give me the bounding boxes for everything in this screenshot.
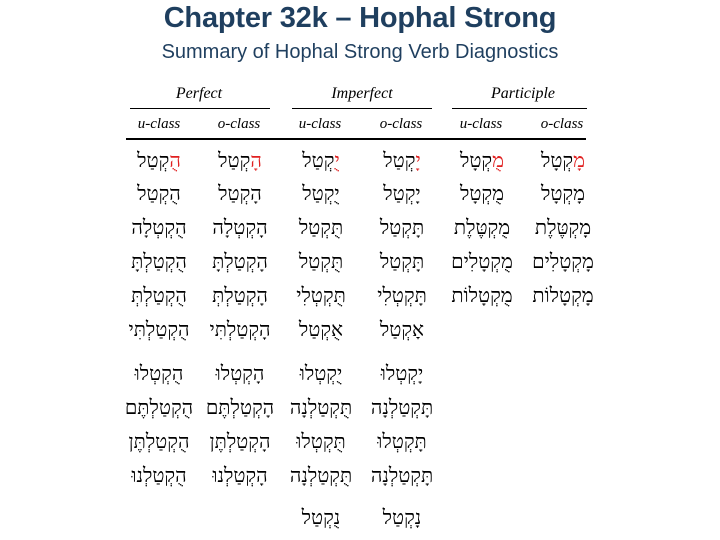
group-header-participle: Participle bbox=[491, 85, 555, 102]
form-perfect-u: הֻקְטַלְתֶּם bbox=[124, 395, 194, 419]
prefix: מֻ bbox=[492, 148, 504, 172]
form-imperfect-u: אֻקְטַל bbox=[298, 317, 344, 341]
class-header-imperfect-u: u-class bbox=[298, 116, 342, 132]
class-header-perfect-o: o-class bbox=[217, 116, 261, 132]
form-imperfect-u: תֻּקְטְלוּ bbox=[296, 429, 346, 453]
form-perfect-u: הֻקְטַלְתָּ bbox=[131, 249, 187, 273]
form-participle-o: מָקְטֶּלֶת bbox=[534, 215, 592, 239]
form-participle-o-1 bbox=[522, 146, 604, 174]
form-perfect-u: הֻקְטְלָה bbox=[131, 215, 187, 239]
prefix: יָ bbox=[415, 148, 421, 172]
group-underline-participle bbox=[452, 108, 587, 109]
form-participle-u: מֻקְטֶּלֶת bbox=[453, 215, 511, 239]
header-rule bbox=[126, 138, 586, 140]
class-header-perfect-u: u-class bbox=[137, 116, 181, 132]
stem: קְטָל bbox=[541, 148, 574, 172]
prefix: מָ bbox=[573, 148, 585, 172]
form-imperfect-u-1 bbox=[280, 146, 362, 174]
class-header-imperfect-o: o-class bbox=[379, 116, 423, 132]
form-participle-u: מֻקְטָלוֹת bbox=[451, 283, 513, 307]
form-participle-u-1 bbox=[441, 146, 523, 174]
form-imperfect-o: אָקְטַל bbox=[379, 317, 425, 341]
group-underline-perfect bbox=[130, 108, 270, 109]
form-perfect-o: הָקְטְלָה bbox=[212, 215, 268, 239]
form-imperfect-o: נָקְטַל bbox=[382, 505, 422, 529]
form-participle-u: מֻקְטָל bbox=[460, 181, 504, 205]
prefix: הֻ bbox=[169, 148, 181, 172]
form-perfect-o: הָקְטַלְתֶּן bbox=[209, 429, 271, 453]
form-perfect-o: הָקְטַלְתִּי bbox=[209, 317, 271, 341]
stem: קְטַל bbox=[302, 148, 335, 172]
group-underline-imperfect bbox=[292, 108, 432, 109]
group-header-perfect: Perfect bbox=[175, 85, 223, 102]
form-perfect-o: הָקְטַלְנוּ bbox=[212, 463, 268, 487]
form-imperfect-o: יָקְטַל bbox=[383, 181, 421, 205]
form-perfect-u: הֻקְטַלְתִּי bbox=[128, 317, 190, 341]
form-imperfect-o: תָּקְטַל bbox=[379, 249, 425, 273]
form-participle-u: מֻקְטָלִים bbox=[451, 249, 513, 273]
form-perfect-o: הָקְטְלוּ bbox=[215, 361, 265, 385]
prefix: הָ bbox=[250, 148, 262, 172]
form-perfect-o: הָקְטַלְתְּ bbox=[212, 283, 268, 307]
form-imperfect-o: תָּקְטַלְנָה bbox=[370, 395, 434, 419]
stem: קְטַל bbox=[218, 148, 251, 172]
form-imperfect-u: תֻּקְטְלִי bbox=[296, 283, 346, 307]
page-subtitle: Summary of Hophal Strong Verb Diagnostics bbox=[161, 41, 559, 63]
stem: קְטַל bbox=[383, 148, 416, 172]
form-imperfect-u: יֻקְטְלוּ bbox=[299, 361, 343, 385]
stem: קְטָל bbox=[460, 148, 493, 172]
form-perfect-o-1 bbox=[199, 146, 281, 174]
form-perfect-u: הֻקְטַלְנוּ bbox=[131, 463, 187, 487]
class-header-participle-u: u-class bbox=[459, 116, 503, 132]
prefix: יֻ bbox=[334, 148, 340, 172]
form-imperfect-u: תֻּקְטַלְנָה bbox=[289, 395, 353, 419]
form-imperfect-o: תָּקְטְלִי bbox=[377, 283, 427, 307]
form-perfect-o: הָקְטַל bbox=[218, 181, 262, 205]
form-imperfect-o: תָּקְטַל bbox=[379, 215, 425, 239]
form-participle-o: מָקְטָלִים bbox=[532, 249, 594, 273]
form-perfect-o: הָקְטַלְתֶּם bbox=[205, 395, 275, 419]
form-imperfect-o: תָּקְטַלְנָה bbox=[370, 463, 434, 487]
form-imperfect-u: תֻּקְטַל bbox=[298, 215, 344, 239]
form-perfect-o: הָקְטַלְתָּ bbox=[212, 249, 268, 273]
class-header-participle-o: o-class bbox=[540, 116, 584, 132]
form-imperfect-u: תֻּקְטַל bbox=[298, 249, 344, 273]
group-header-imperfect: Imperfect bbox=[331, 85, 393, 102]
form-imperfect-u: יֻקְטַל bbox=[302, 181, 340, 205]
form-perfect-u: הֻקְטַל bbox=[137, 181, 181, 205]
page-title: Chapter 32k – Hophal Strong bbox=[163, 2, 557, 34]
form-participle-o: מָקְטָלוֹת bbox=[532, 283, 594, 307]
form-participle-o: מָקְטָל bbox=[541, 181, 585, 205]
form-imperfect-o: יָקְטְלוּ bbox=[380, 361, 424, 385]
form-perfect-u: הֻקְטַלְתְּ bbox=[131, 283, 187, 307]
form-imperfect-o: תָּקְטְלוּ bbox=[377, 429, 427, 453]
form-imperfect-o-1 bbox=[361, 146, 443, 174]
form-perfect-u-1 bbox=[118, 146, 200, 174]
form-imperfect-u: נֻקְטַל bbox=[301, 505, 341, 529]
form-perfect-u: הֻקְטְלוּ bbox=[134, 361, 184, 385]
form-perfect-u: הֻקְטַלְתֶּן bbox=[128, 429, 190, 453]
stem: קְטַל bbox=[137, 148, 170, 172]
form-imperfect-u: תֻּקְטַלְנָה bbox=[289, 463, 353, 487]
